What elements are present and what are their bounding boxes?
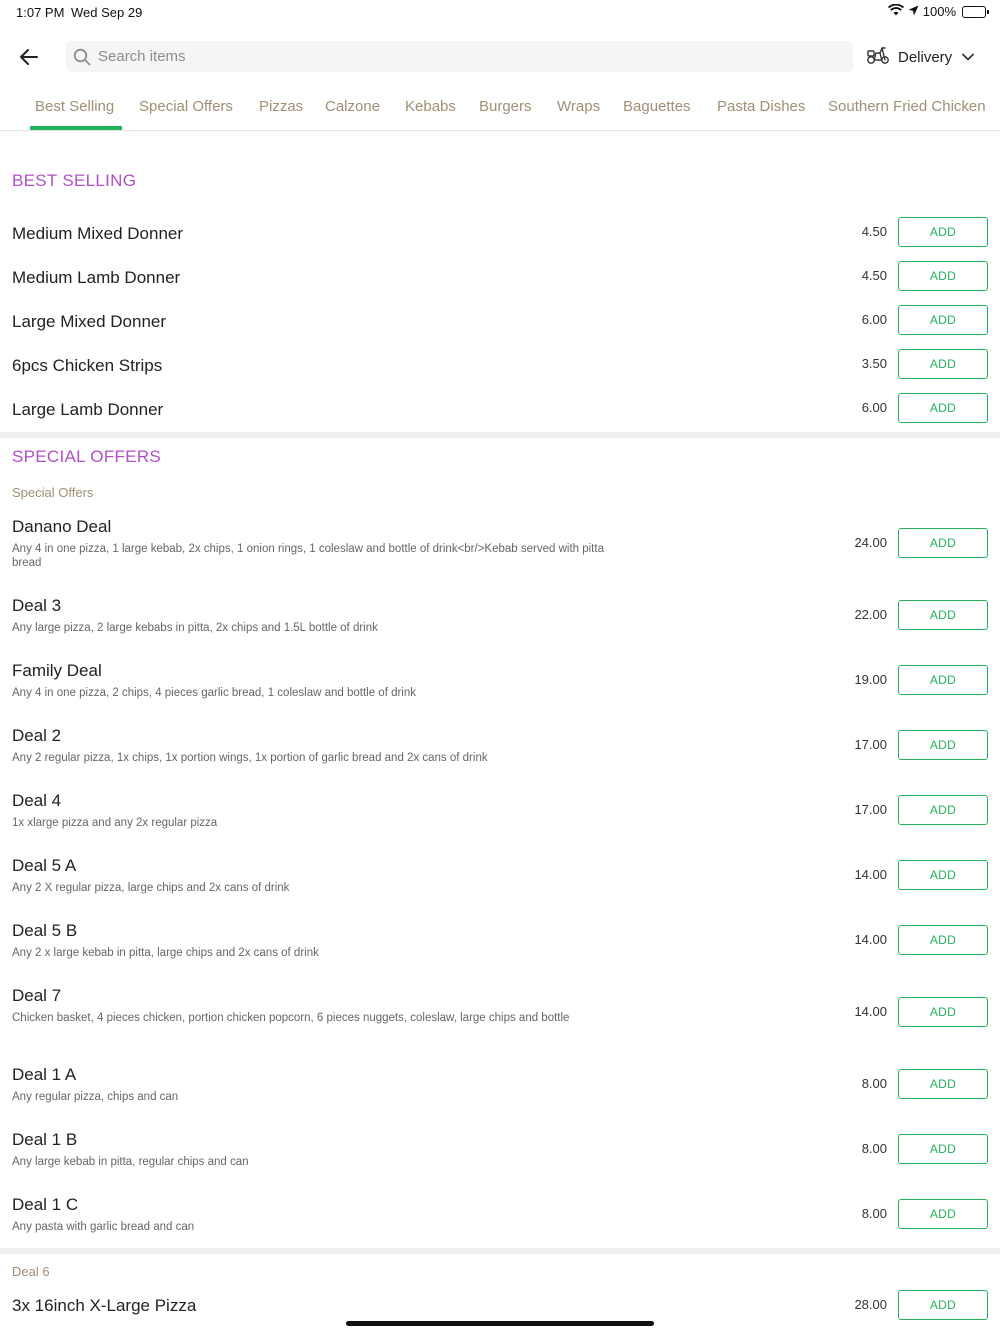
home-indicator — [346, 1321, 654, 1326]
item-name[interactable]: Deal 1 B — [12, 1130, 78, 1149]
search-input[interactable] — [98, 48, 798, 65]
search-icon — [72, 47, 92, 67]
add-button[interactable]: ADD — [898, 860, 988, 890]
subsection-title: Deal 6 — [12, 1264, 50, 1279]
item-description: Any 2 x large kebab in pitta, large chips and 2x cans of drink — [12, 947, 319, 959]
add-button[interactable]: ADD — [898, 1199, 988, 1229]
tab-southern-fried-chicken[interactable]: Southern Fried Chicken — [828, 98, 986, 115]
delivery-label: Delivery — [898, 48, 953, 66]
add-button[interactable]: ADD — [898, 997, 988, 1027]
item-price: 4.50 — [861, 268, 887, 283]
item-description: Any 4 in one pizza, 2 chips, 4 pieces garlic bread, 1 coleslaw and bottle of drink — [12, 687, 417, 699]
add-button[interactable]: ADD — [898, 305, 988, 335]
section-title-special-offers: SPECIAL OFFERS — [12, 447, 162, 466]
item-price: 24.00 — [854, 535, 887, 550]
item-name[interactable]: Large Mixed Donner — [12, 312, 167, 331]
add-button[interactable]: ADD — [898, 730, 988, 760]
add-button[interactable]: ADD — [898, 1069, 988, 1099]
search-bar[interactable] — [66, 41, 853, 72]
add-button[interactable]: ADD — [898, 528, 988, 558]
item-name[interactable]: Danano Deal — [12, 517, 112, 536]
item-price: 19.00 — [854, 672, 887, 687]
back-button[interactable] — [14, 42, 44, 72]
item-description: Any 2 X regular pizza, large chips and 2x cans of drink — [12, 882, 290, 894]
item-price: 28.00 — [854, 1297, 887, 1312]
item-name[interactable]: Deal 4 — [12, 791, 62, 810]
item-description: Any pasta with garlic bread and can — [12, 1221, 195, 1233]
add-button[interactable]: ADD — [898, 795, 988, 825]
item-description: Any large pizza, 2 large kebabs in pitta, 2x chips and 1.5L bottle of drink — [12, 622, 378, 634]
tab-baguettes[interactable]: Baguettes — [623, 98, 691, 115]
tab-kebabs[interactable]: Kebabs — [405, 98, 456, 115]
item-price: 14.00 — [854, 1004, 887, 1019]
tab-calzone[interactable]: Calzone — [325, 98, 381, 115]
item-price: 8.00 — [861, 1141, 887, 1156]
add-button[interactable]: ADD — [898, 217, 988, 247]
chevron-down-icon — [962, 53, 974, 61]
item-name[interactable]: Deal 3 — [12, 596, 62, 615]
item-name[interactable]: Deal 7 — [12, 986, 62, 1005]
item-name[interactable]: Deal 5 A — [12, 856, 77, 875]
status-date: Wed Sep 29 — [71, 5, 143, 20]
item-price: 17.00 — [854, 802, 887, 817]
arrow-left-icon — [19, 48, 39, 66]
delivery-selector[interactable] — [866, 43, 974, 71]
item-name[interactable]: Medium Lamb Donner — [12, 268, 181, 287]
item-description: Any large kebab in pitta, regular chips and can — [12, 1156, 249, 1168]
item-description: Any regular pizza, chips and can — [12, 1091, 179, 1103]
scooter-icon — [866, 45, 890, 70]
item-description: Any 4 in one pizza, 1 large kebab, 2x chips, 1 onion rings, 1 coleslaw and bottle of drink<br/>Kebab served with pitta bread — [12, 543, 604, 569]
item-name[interactable]: Deal 2 — [12, 726, 62, 745]
item-price: 14.00 — [854, 932, 887, 947]
item-name[interactable]: Medium Mixed Donner — [12, 224, 184, 243]
add-button[interactable]: ADD — [898, 600, 988, 630]
tab-pasta-dishes[interactable]: Pasta Dishes — [717, 98, 806, 115]
wifi-icon — [888, 4, 904, 19]
item-name[interactable]: Deal 1 A — [12, 1065, 77, 1084]
add-button[interactable]: ADD — [898, 349, 988, 379]
item-price: 8.00 — [861, 1206, 887, 1221]
item-name[interactable]: Family Deal — [12, 661, 102, 680]
battery-icon — [962, 6, 986, 18]
status-time: 1:07 PM — [16, 5, 65, 20]
category-tabs — [0, 88, 1000, 131]
tab-best-selling[interactable]: Best Selling — [35, 98, 115, 115]
item-description: Chicken basket, 4 pieces chicken, portion chicken popcorn, 6 pieces nuggets, coleslaw, large chips and bottle — [12, 1012, 570, 1024]
item-price: 4.50 — [861, 224, 887, 239]
item-price: 3.50 — [861, 356, 887, 371]
location-arrow-icon — [908, 4, 919, 19]
tab-pizzas[interactable]: Pizzas — [259, 98, 304, 115]
battery-percent: 100% — [922, 4, 956, 19]
item-price: 6.00 — [861, 312, 887, 327]
item-name[interactable]: Deal 1 C — [12, 1195, 79, 1214]
add-button[interactable]: ADD — [898, 261, 988, 291]
item-price: 22.00 — [854, 607, 887, 622]
item-description: 1x xlarge pizza and any 2x regular pizza — [12, 817, 218, 829]
tab-special-offers[interactable]: Special Offers — [139, 98, 233, 115]
add-button[interactable]: ADD — [898, 925, 988, 955]
item-name[interactable]: 6pcs Chicken Strips — [12, 356, 163, 375]
section-divider — [0, 1248, 1000, 1254]
item-price: 8.00 — [861, 1076, 887, 1091]
item-description: Any 2 regular pizza, 1x chips, 1x portion wings, 1x portion of garlic bread and 2x cans of drink — [12, 752, 488, 764]
tab-wraps[interactable]: Wraps — [557, 98, 601, 115]
status-indicators — [888, 4, 986, 19]
item-name[interactable]: 3x 16inch X-Large Pizza — [12, 1296, 197, 1315]
item-name[interactable]: Large Lamb Donner — [12, 400, 164, 419]
section-divider — [0, 432, 1000, 438]
item-price: 14.00 — [854, 867, 887, 882]
item-name[interactable]: Deal 5 B — [12, 921, 78, 940]
tab-burgers[interactable]: Burgers — [479, 98, 532, 115]
add-button[interactable]: ADD — [898, 665, 988, 695]
section-title-best-selling: BEST SELLING — [12, 171, 137, 190]
status-bar — [0, 0, 1000, 24]
item-price: 17.00 — [854, 737, 887, 752]
item-price: 6.00 — [861, 400, 887, 415]
add-button[interactable]: ADD — [898, 1134, 988, 1164]
active-tab-indicator — [30, 126, 122, 130]
add-button[interactable]: ADD — [898, 1290, 988, 1320]
add-button[interactable]: ADD — [898, 393, 988, 423]
subsection-title: Special Offers — [12, 485, 94, 500]
